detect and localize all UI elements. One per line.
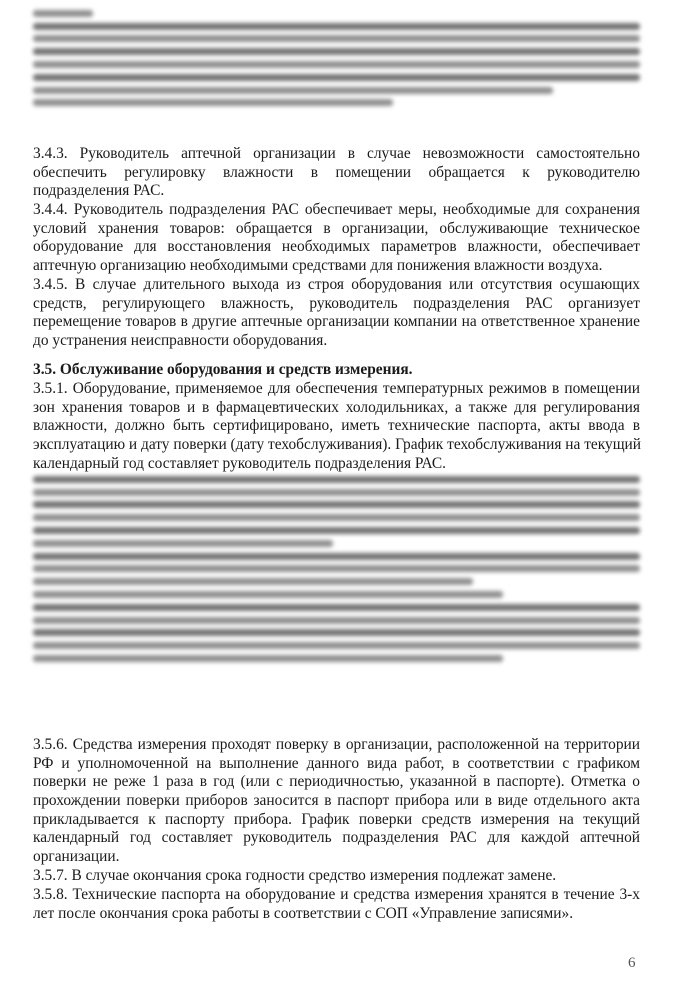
text-line: календарный год составляет руководитель подразделения РАС. [33,454,446,472]
text-line: оборудование для восстановления необходимых параметров влажности, обеспечивает [33,238,640,256]
paragraph-3-5-6 [33,736,640,867]
redacted-text-middle [33,470,640,668]
text-line: 3.5.7. В случае окончания срока годности средство измерения подлежат замене. [33,867,557,884]
text-line: условий хранения товаров: обращается в организации, обслуживающие техническое [33,219,640,237]
section-heading-3-5 [33,361,640,380]
text-line: поверки не реже 1 раза в год (или с периодичностью, указанной в паспорте). Отметка о [33,773,640,791]
heading-text: 3.5. Обслуживание оборудования и средств измерения. [33,361,413,378]
paragraph-3-5-1 [33,380,640,473]
text-line: организации. [33,848,120,866]
paragraph-3-5-8 [33,886,640,923]
text-line: прикладывается к паспорту прибора. График поверки средств измерения на текущий [33,810,640,828]
text-line: 3.4.5. В случае длительного выхода из строя оборудования или отсутствия осушающих [33,276,640,293]
text-line: лет после окончания срока работы в соответствии с СОП «Управление записями». [33,904,574,922]
text-line: 3.5.1. Оборудование, применяемое для обеспечения температурных режимов в помещении [33,380,640,397]
text-line: прохождении поверки приборов заносится в паспорт прибора или в виде отдельного акта [33,792,640,810]
text-line: зон хранения товаров и в фармацевтических холодильниках, а также для регулирования [33,398,640,416]
text-line: перемещение товаров в другие аптечные организации компании на ответственное хранение [33,313,640,331]
text-line: 3.5.8. Технические паспорта на оборудование и средства измерения хранятся в течение 3-х [33,886,640,903]
text-line: подразделения РАС. [33,182,165,200]
text-line: обеспечить регулировку влажности в помещении обращается к руководителю [33,163,640,181]
text-line: календарный год составляет руководитель подразделения РАС для каждой аптечной [33,829,640,847]
text-line: эксплуатацию и дату поверки (дату техобслуживания). График техобслуживания на текущий [33,436,642,454]
page-number: 6 [628,955,636,971]
paragraph-3-4-3 [33,145,640,201]
text-line: 3.4.3. Руководитель аптечной организации в случае невозможности самостоятельно [33,145,640,162]
text-line: 3.4.4. Руководитель подразделения РАС обеспечивает меры, необходимые для сохранения [33,201,640,218]
text-line: влажности, должно быть сертифицировано, иметь технические паспорта, акты ввода в [33,417,640,435]
redacted-text-top [33,4,640,112]
paragraph-3-4-5 [33,276,640,351]
text-line: аптечную организацию необходимыми средствами для понижения влажности воздуха. [33,257,603,275]
text-line: до устранения неисправности оборудования. [33,332,328,350]
paragraph-3-4-4 [33,201,640,276]
paragraph-3-5-7 [33,867,640,886]
text-line: 3.5.6. Средства измерения проходят поверку в организации, расположенной на территории [33,736,640,753]
text-line: средств, регулирующего влажность, руководитель подразделения РАС организует [33,294,640,312]
text-line: РФ и уполномоченной на выполнение данного вида работ, в соответствии с графиком [33,754,640,772]
